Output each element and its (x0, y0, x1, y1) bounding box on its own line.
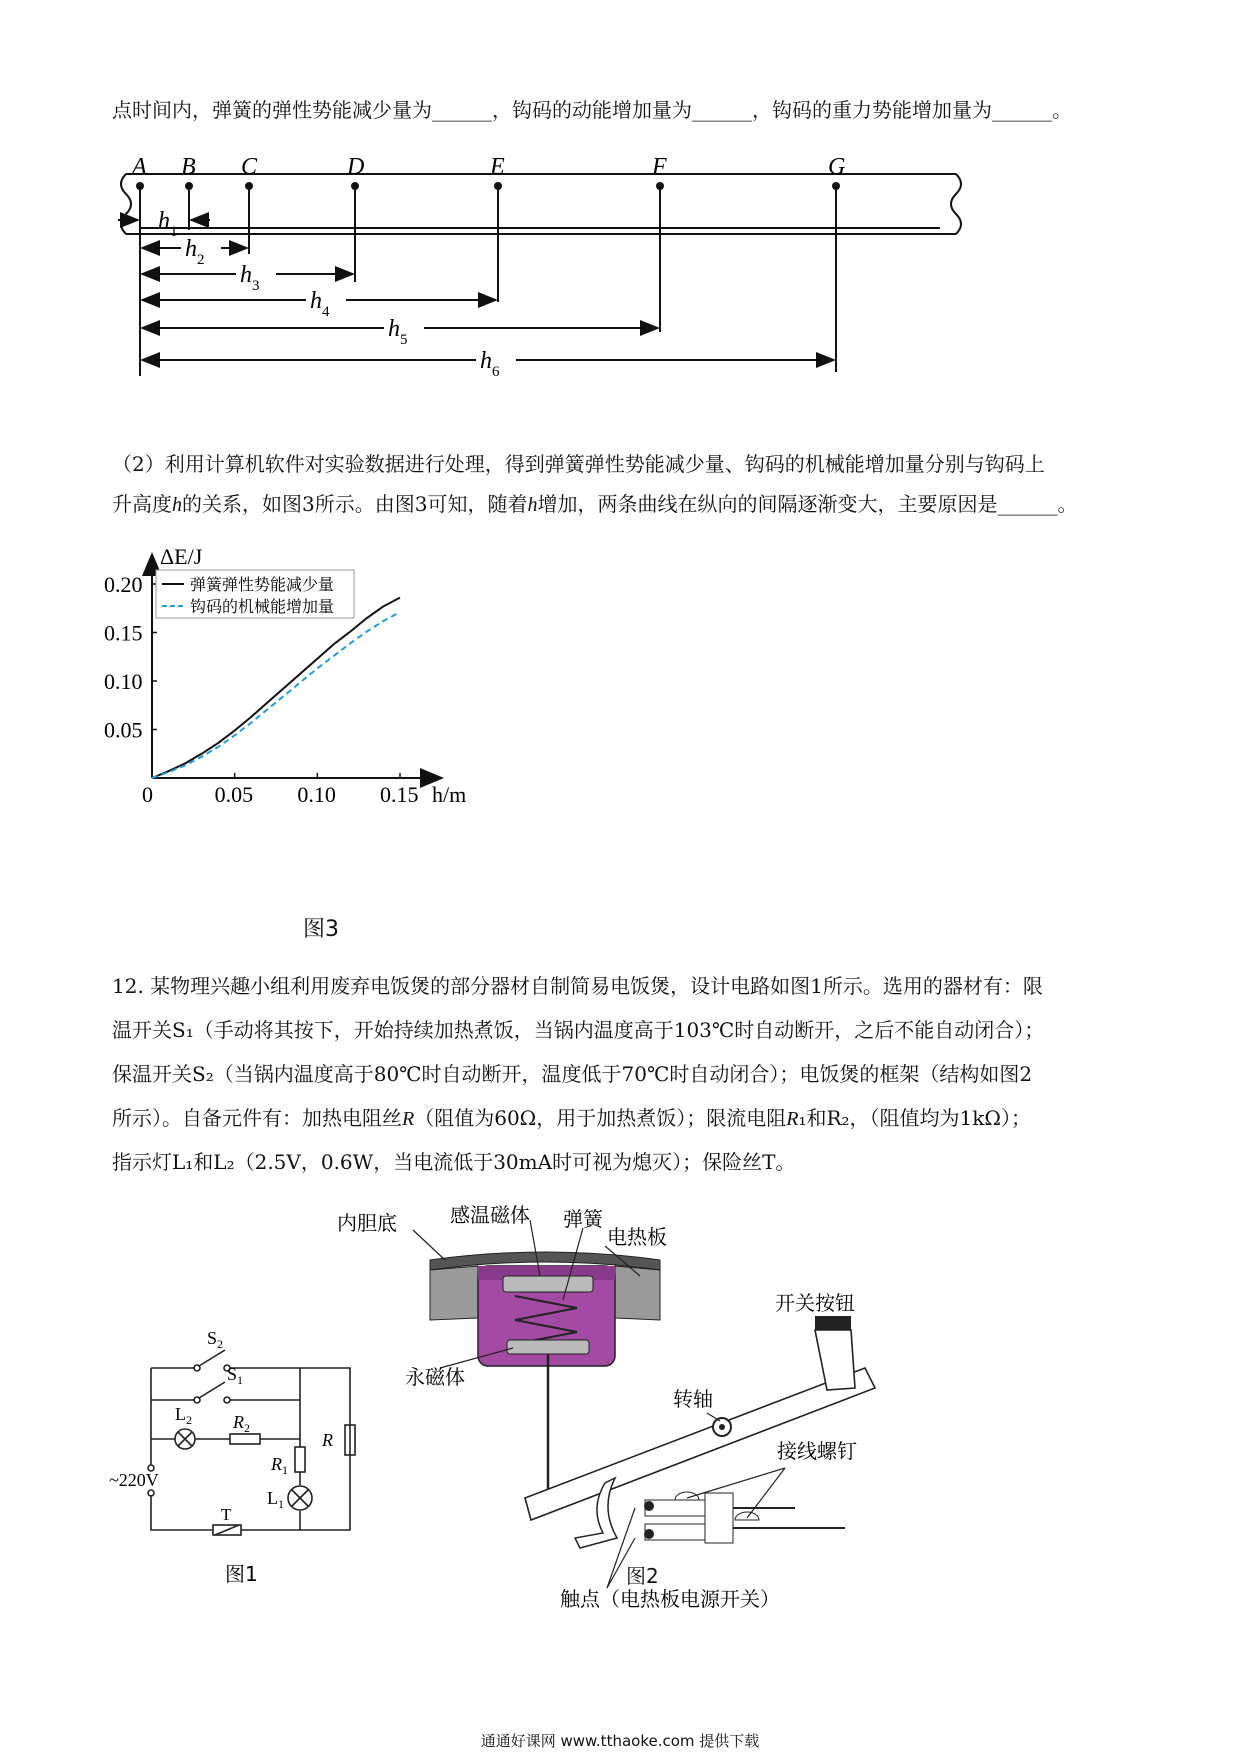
sensing-magnet-label: 感温磁体 (450, 1203, 530, 1227)
contact-label: 触点（电热板电源开关） (560, 1587, 780, 1611)
r-label: R (322, 1430, 333, 1450)
q12-line4: 所示）。自备元件有：加热电阻丝R（阻值为60Ω，用于加热煮饭）；限流电阻R₁和R₂，（阻值均为1kΩ）； (112, 1106, 1031, 1130)
axle-label: 转轴 (673, 1387, 713, 1411)
footer: 通通好课网 www.tthaoke.com 提供下载 (480, 1732, 760, 1750)
dim-label-h6: $h_6$ (480, 348, 500, 380)
fig1-caption: 图1 (225, 1562, 258, 1586)
x-axis-label: h/m (432, 782, 467, 807)
l2-label: $L_2$ (175, 1404, 192, 1427)
tape-point-label: B (181, 154, 196, 180)
circuit-figure (109, 1320, 375, 1600)
fig3-caption: 图3 (303, 917, 339, 942)
q12-line2: 温开关S₁（手动将其按下，开始持续加热煮饭，当锅内温度高于103℃时自动断开，之后不能自动闭合）； (112, 1018, 1045, 1042)
heating-plate-label: 电热板 (607, 1225, 667, 1249)
dim-label-h5: $h_5$ (388, 316, 408, 348)
y-axis-label: ΔE/J (160, 544, 203, 569)
cooker-mechanism-figure (337, 1203, 905, 1611)
y-tick-label: 0.20 (104, 572, 143, 597)
fig2-caption: 图2 (626, 1564, 659, 1588)
switch-button-label: 开关按钮 (775, 1291, 855, 1315)
tape-diagram (100, 150, 980, 430)
legend-entry-2: 钩码的机械能增加量 (190, 597, 335, 616)
x-tick-label: 0.10 (297, 782, 336, 807)
dim-label-h4: $h_4$ (310, 288, 330, 320)
s2-label: $S_2$ (207, 1328, 224, 1351)
terminal-screw-label: 接线螺钉 (777, 1439, 857, 1463)
source-label: ~220V (109, 1470, 159, 1490)
x-tick-label: 0 (142, 782, 153, 807)
r1-label: $R_1$ (271, 1454, 288, 1477)
q11-para2-line1: （2）利用计算机软件对实验数据进行处理，得到弹簧弹性势能减少量、钩码的机械能增加量分别与钩码上 (112, 452, 1045, 476)
dim-label-h1: $h_1$ (158, 208, 178, 240)
tape-point-label: E (490, 154, 505, 180)
dim-label-h3: $h_3$ (240, 262, 260, 294)
y-tick-label: 0.15 (104, 620, 143, 646)
tape-point-label: G (828, 154, 846, 180)
energy-chart (100, 544, 560, 940)
tape-point-label: C (241, 154, 258, 180)
x-tick-label: 0.05 (214, 782, 254, 807)
q12-line5: 指示灯L₁和L₂（2.5V，0.6W，当电流低于30mA时可视为熄灭）；保险丝T。 (112, 1150, 796, 1174)
fuse-label: T (221, 1505, 232, 1524)
q11-para2-line2: 升高度h的关系，如图3所示。由图3可知，随着h增加，两条曲线在纵向的间隔逐渐变大，主要原因是______。 (112, 492, 1078, 516)
tape-point-label: F (652, 154, 667, 180)
y-tick-label: 0.05 (104, 717, 143, 743)
y-tick-label: 0.10 (104, 669, 143, 694)
q12-line1: 12. 某物理兴趣小组利用废弃电饭煲的部分器材自制简易电饭煲，设计电路如图1所示。选用的器材有：限 (112, 974, 1043, 998)
inner-bottom-label: 内胆底 (337, 1211, 397, 1235)
s1-label: $S_1$ (227, 1364, 244, 1387)
series-line-1 (152, 598, 400, 778)
r2-label: $R_2$ (233, 1412, 250, 1435)
legend (156, 570, 354, 618)
dim-label-h2: $h_2$ (185, 236, 205, 268)
q11-line1: 点时间内，弹簧的弹性势能减少量为______，钩码的动能增加量为______，钩码的重力势能增加量为______。 (112, 98, 1072, 122)
x-tick-label: 0.15 (380, 782, 419, 807)
spring-label: 弹簧 (563, 1207, 603, 1231)
tape-point-label: A (132, 154, 147, 180)
permanent-magnet-label: 永磁体 (405, 1365, 465, 1389)
q12-line3: 保温开关S₂（当锅内温度高于80℃时自动断开，温度低于70℃时自动闭合）；电饭煲的框架（结构如图2 (112, 1062, 1033, 1086)
l1-label: $L_1$ (267, 1488, 284, 1511)
tape-point-label: D (347, 154, 365, 180)
legend-entry-1: 弹簧弹性势能减少量 (190, 575, 335, 594)
